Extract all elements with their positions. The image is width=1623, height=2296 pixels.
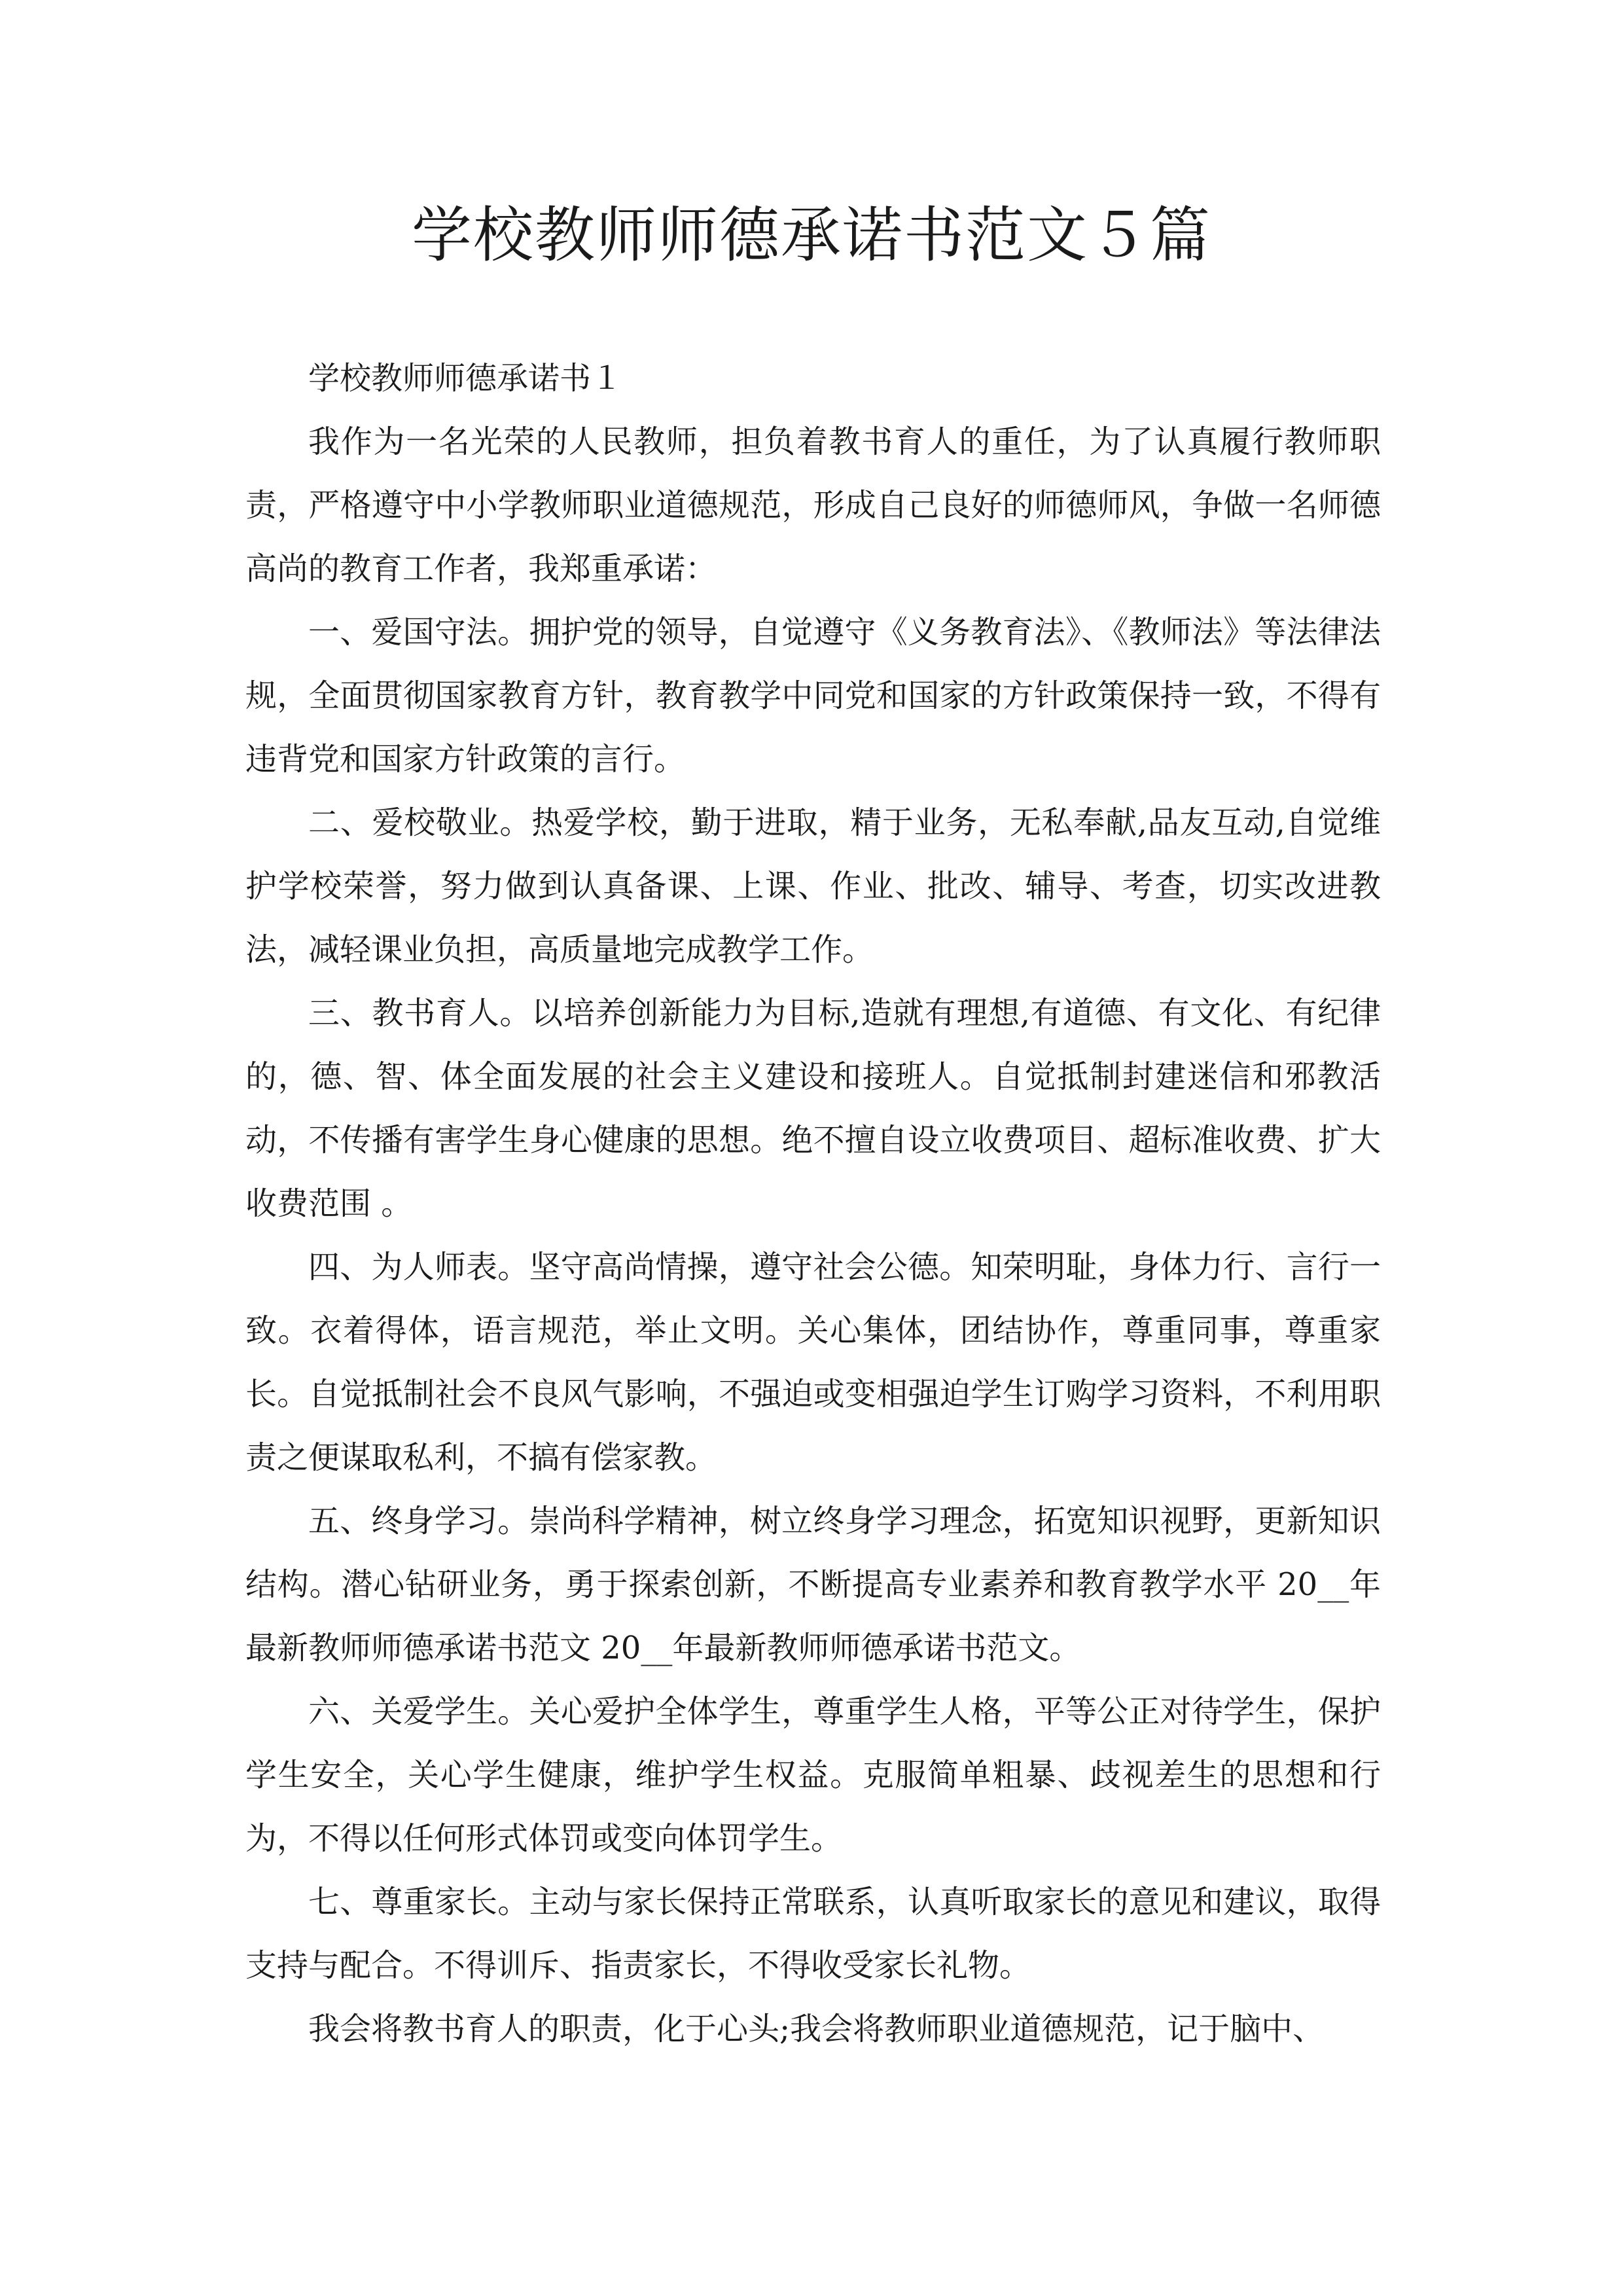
paragraph-item-1: 一、爱国守法。拥护党的领导，自觉遵守《义务教育法》、《教师法》等法律法规，全面贯彻国家教育方针，教育教学中同党和国家的方针政策保持一致，不得有违背党和国家方针政策的言行。 [245, 614, 1381, 778]
paragraph-item-3: 三、教书育人。以培养创新能力为目标,造就有理想,有道德、有文化、有纪律的，德、智、体全面发展的社会主义建设和接班人。自觉抵制封建迷信和邪教活动，不传播有害学生身心健康的思想。绝不擅自设立收费项目、超标准收费、扩大收费范围 。 [245, 995, 1381, 1222]
document-title: 学校教师师德承诺书范文５篇 [411, 200, 1211, 270]
document-body [245, 347, 1381, 2061]
paragraph-item-6: 六、关爱学生。关心爱护全体学生，尊重学生人格，平等公正对待学生，保护学生安全，关心学生健康，维护学生权益。克服简单粗暴、歧视差生的思想和行为，不得以任何形式体罚或变向体罚学生。 [245, 1693, 1381, 1857]
paragraph-intro: 我作为一名光荣的人民教师，担负着教书育人的重任，为了认真履行教师职责，严格遵守中小学教师职业道德规范，形成自己良好的师德师风，争做一名师德高尚的教育工作者，我郑重承诺： [245, 423, 1381, 587]
paragraph-item-4: 四、为人师表。坚守高尚情操，遵守社会公德。知荣明耻，身体力行、言行一致。衣着得体，语言规范，举止文明。关心集体，团结协作，尊重同事，尊重家长。自觉抵制社会不良风气影响，不强迫或变相强迫学生订购学习资料，不利用职责之便谋取私利，不搞有偿家教。 [245, 1249, 1381, 1476]
paragraph-item-5: 五、终身学习。崇尚科学精神，树立终身学习理念，拓宽知识视野，更新知识结构。潜心钻研业务，勇于探索创新，不断提高专业素养和教育教学水平 20__年最新教师师德承诺书范文 20__年最新教师师德承诺书范文。 [245, 1503, 1381, 1666]
paragraph-item-2: 二、爱校敬业。热爱学校，勤于进取，精于业务，无私奉献,品友互动,自觉维护学校荣誉，努力做到认真备课、上课、作业、批改、辅导、考查，切实改进教法，减轻课业负担，高质量地完成教学工作。 [245, 804, 1381, 968]
section-heading: 学校教师师德承诺书１ [308, 360, 623, 397]
paragraph-closing: 我会将教书育人的职责，化于心头;我会将教师职业道德规范，记于脑中、 [308, 2011, 1325, 2047]
paragraph-item-7: 七、尊重家长。主动与家长保持正常联系，认真听取家长的意见和建议，取得支持与配合。不得训斥、指责家长，不得收受家长礼物。 [245, 1884, 1381, 1984]
